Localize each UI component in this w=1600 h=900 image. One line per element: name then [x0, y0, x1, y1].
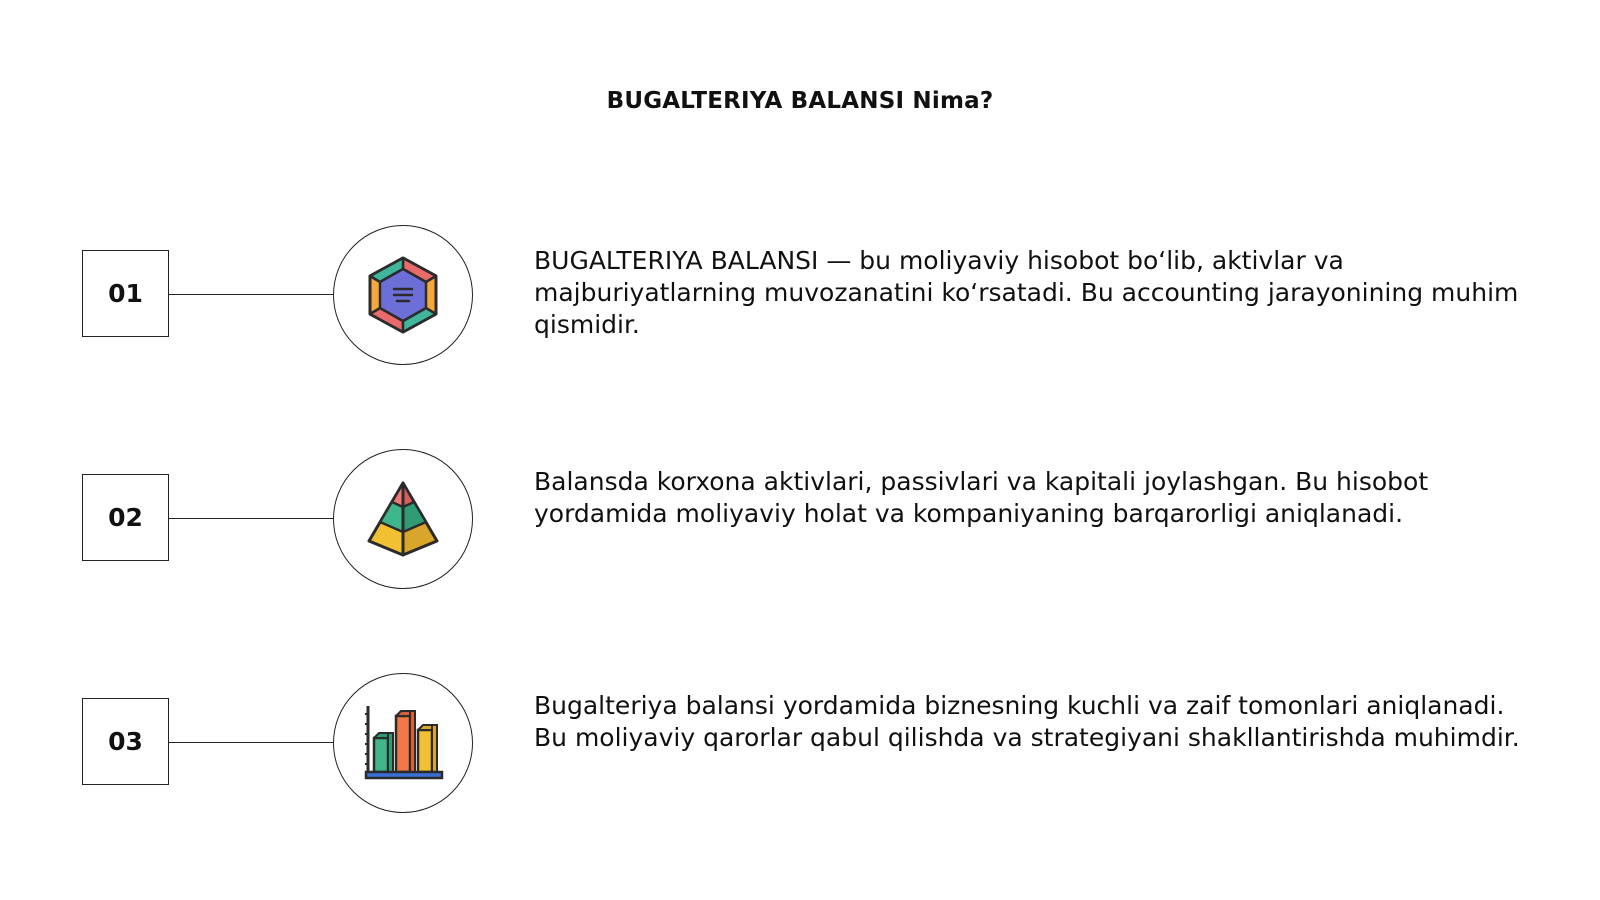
page-title: BUGALTERIYA BALANSI Nima? — [606, 88, 994, 114]
list-item-01 — [0, 220, 1600, 370]
list-item-02 — [0, 444, 1600, 594]
icon-circle — [333, 673, 473, 813]
connector-line — [169, 294, 334, 295]
item-description: Bugalteriya balansi yordamida biznesning kuchli va zaif tomonlari aniqlanadi. Bu moliyaviy qarorlar qabul qilishda va strategiyani shakllantirishda muhimdir. — [534, 691, 1520, 752]
item-description: BUGALTERIYA BALANSI — bu moliyaviy hisobot bo‘lib, aktivlar va majburiyatlarning muvozanatini ko‘rsatadi. Bu accounting jarayonining muhim qismidir. — [534, 246, 1519, 339]
icon-circle — [333, 449, 473, 589]
step-number-box: 02 — [82, 474, 169, 561]
step-number-box: 01 — [82, 250, 169, 337]
list-item-03 — [0, 668, 1600, 818]
connector-line — [169, 742, 334, 743]
bar-chart-icon — [360, 700, 446, 786]
icon-circle — [333, 225, 473, 365]
pyramid-icon — [363, 479, 443, 559]
item-description: Balansda korxona aktivlari, passivlari va kapitali joylashgan. Bu hisobot yordamida moliyaviy holat va kompaniyaning barqarorligi aniqlanadi. — [534, 467, 1429, 528]
connector-line — [169, 518, 334, 519]
step-number-box: 03 — [82, 698, 169, 785]
hexagon-document-icon — [366, 255, 440, 335]
